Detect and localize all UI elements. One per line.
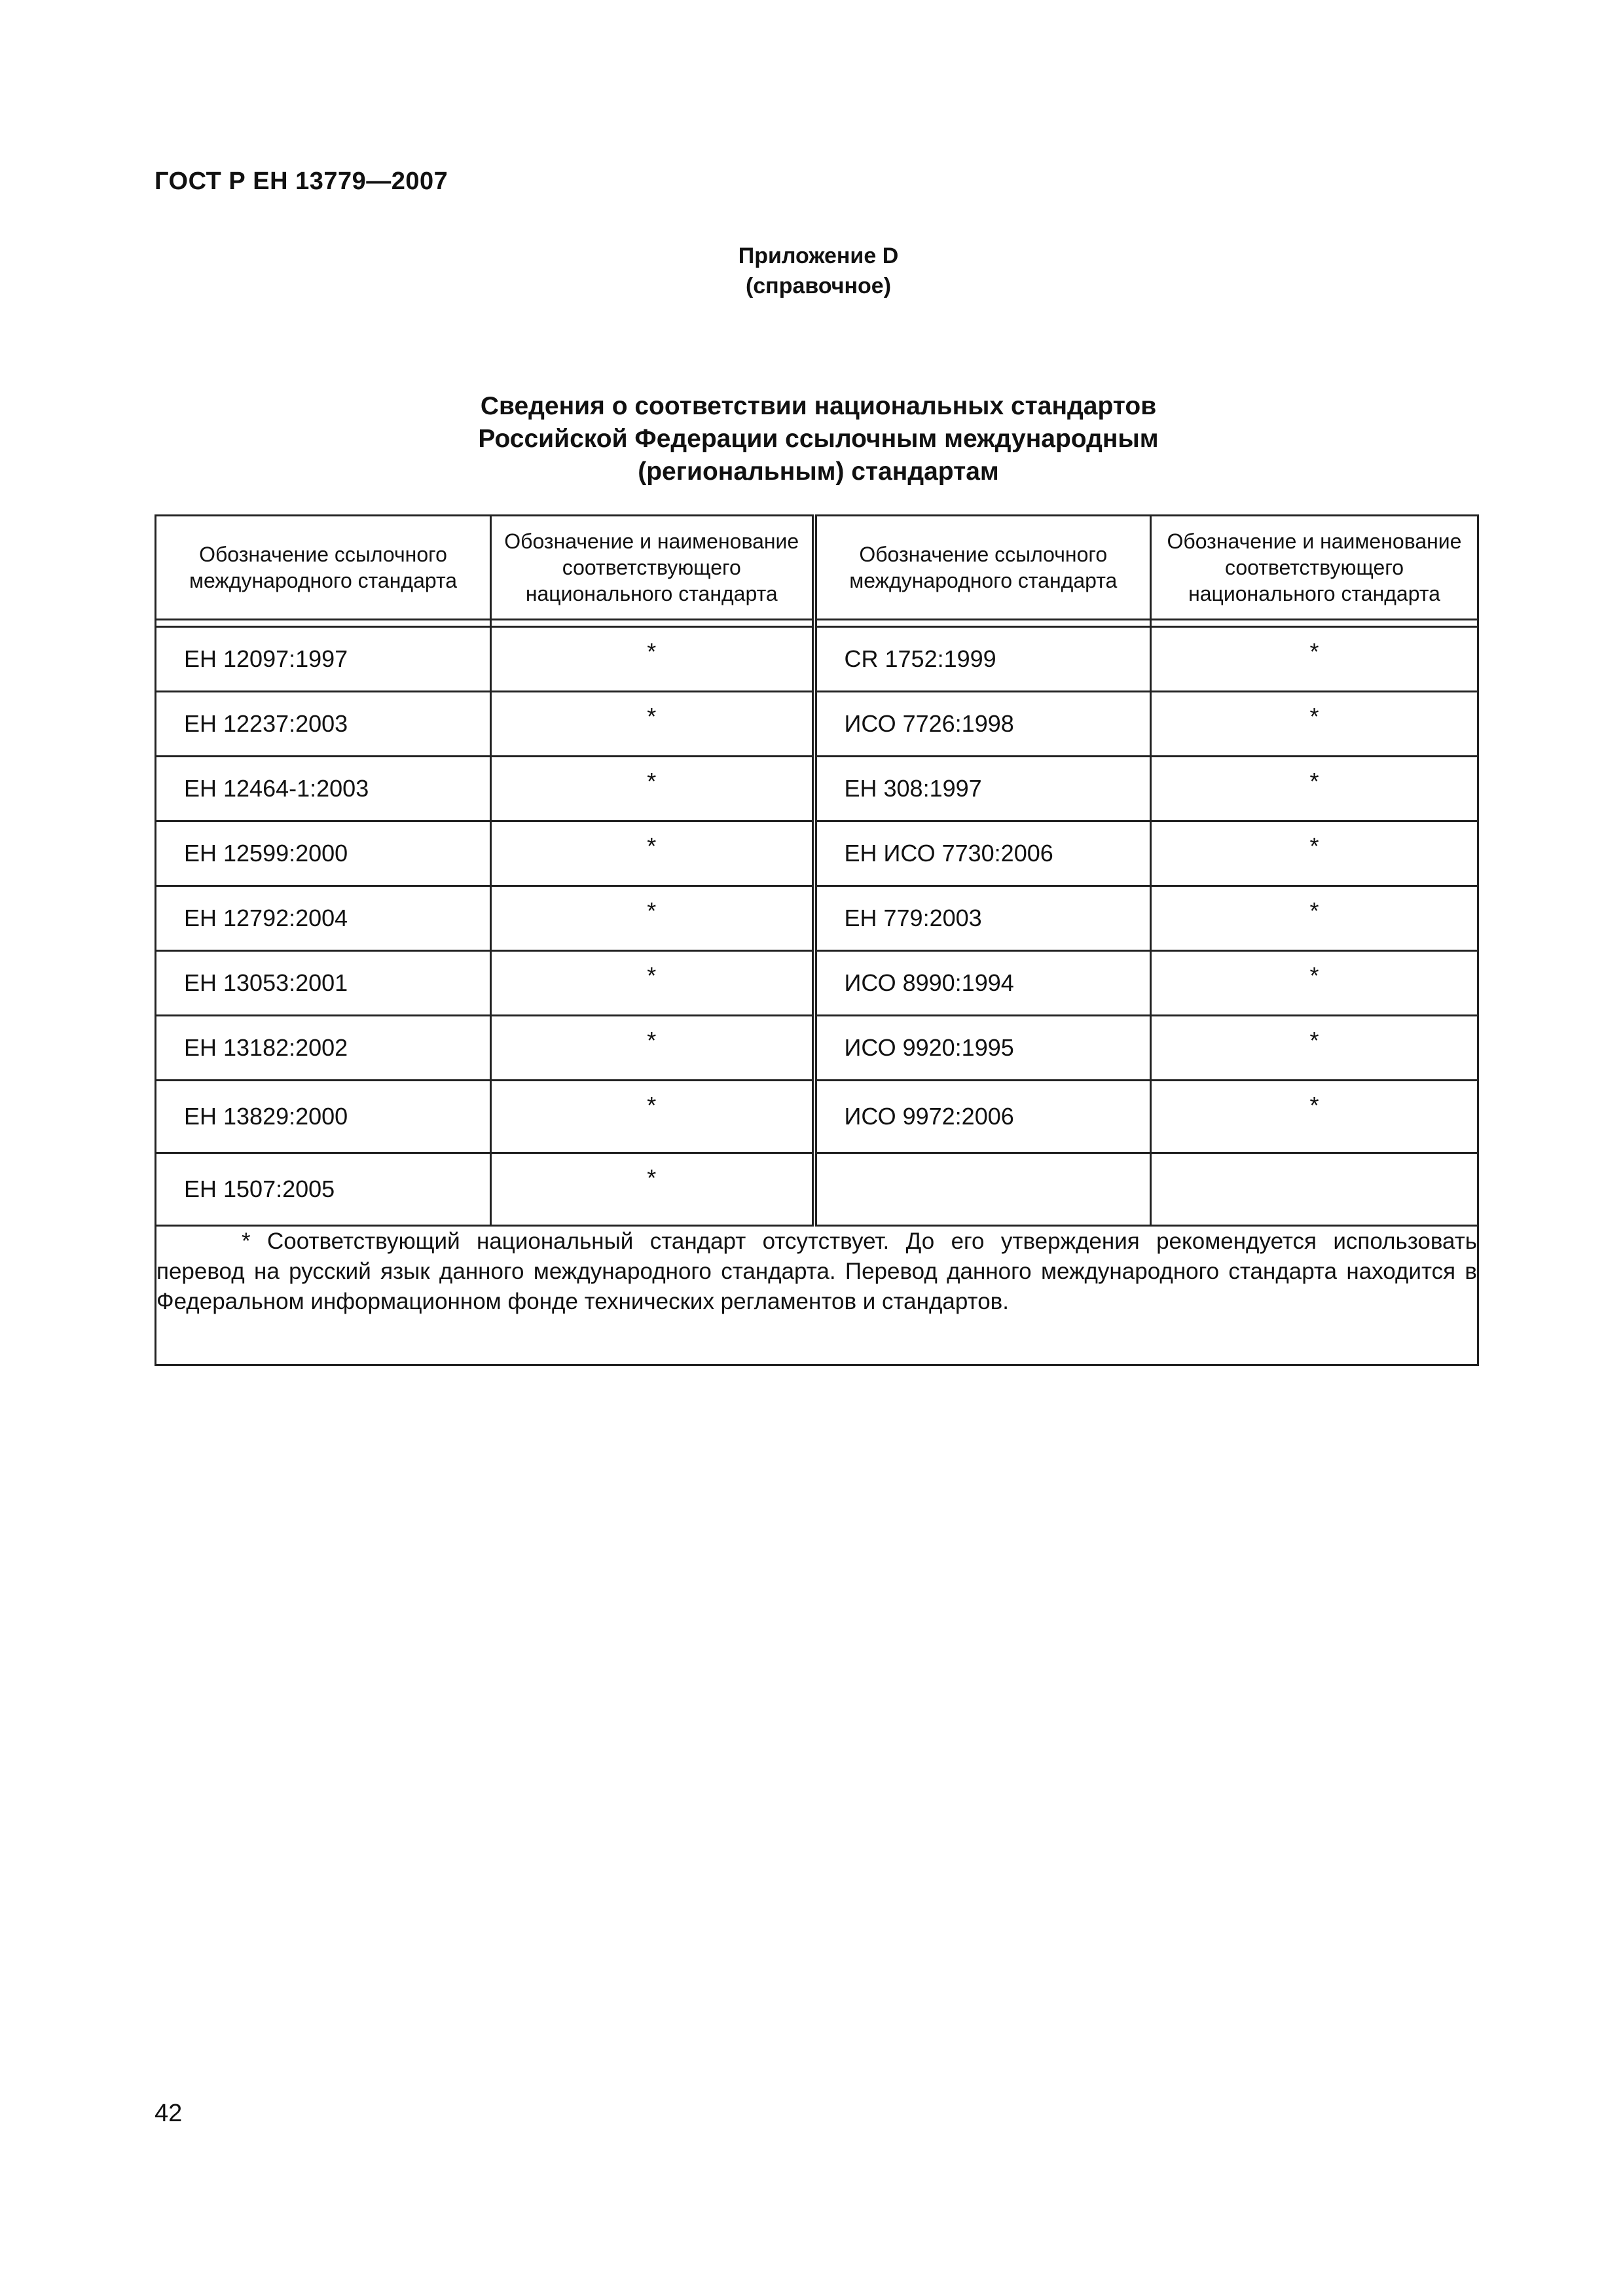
table-cell: ИСО 9972:2006 <box>814 1081 1151 1153</box>
header-separator <box>156 620 1478 627</box>
table-cell: * <box>491 757 814 821</box>
table-header-row <box>156 516 1478 620</box>
table-cell: * <box>1151 1081 1478 1153</box>
table-cell: * <box>491 1153 814 1226</box>
table-cell: ИСО 7726:1998 <box>814 692 1151 757</box>
heading-line: (региональным) стандартам <box>638 457 999 486</box>
table-footnote-row <box>156 1226 1478 1365</box>
heading-line: Сведения о соответствии национальных стандартов <box>480 392 1157 420</box>
table-row <box>156 692 1478 757</box>
table-cell: * <box>491 951 814 1016</box>
table-cell: * <box>1151 951 1478 1016</box>
table-row <box>156 1016 1478 1081</box>
table-cell: ЕН 12792:2004 <box>156 886 491 951</box>
standards-correspondence-table <box>155 514 1479 1366</box>
table-cell: * <box>1151 627 1478 692</box>
table-cell: ЕН 12464-1:2003 <box>156 757 491 821</box>
annex-type: (справочное) <box>745 274 892 298</box>
table-cell: CR 1752:1999 <box>814 627 1151 692</box>
table-cell: ИСО 9920:1995 <box>814 1016 1151 1081</box>
table-cell: * <box>1151 886 1478 951</box>
table-cell: ЕН 13053:2001 <box>156 951 491 1016</box>
table-cell: ЕН 779:2003 <box>814 886 1151 951</box>
table-cell: * <box>491 692 814 757</box>
column-header: Обозначение и наименование соответствующего национального стандарта <box>1151 516 1478 620</box>
table-cell: * <box>491 886 814 951</box>
section-heading <box>393 390 1244 488</box>
table-cell: * <box>491 1081 814 1153</box>
heading-line: Российской Федерации ссылочным международным <box>478 425 1159 453</box>
table-row <box>156 886 1478 951</box>
table-cell: * <box>491 1016 814 1081</box>
column-header: Обозначение ссылочного международного стандарта <box>814 516 1151 620</box>
table-cell: ЕН 12097:1997 <box>156 627 491 692</box>
table-row <box>156 627 1478 692</box>
footnote-cell <box>156 1226 1478 1365</box>
footnote-text: * Соответствующий национальный стандарт отсутствует. До его утверждения рекомендуется использовать перевод на русский язык данного международного стандарта. Перевод данного международного стандарта находится в Федеральном информационном фонде технических регламентов и стандартов. <box>156 1229 1477 1314</box>
table-cell: * <box>1151 692 1478 757</box>
column-header: Обозначение и наименование соответствующего национального стандарта <box>491 516 814 620</box>
page-number: 42 <box>155 2100 183 2127</box>
annex-title: Приложение D <box>738 243 899 268</box>
table-cell: ЕН 13182:2002 <box>156 1016 491 1081</box>
table-cell: * <box>1151 821 1478 886</box>
table-cell: ЕН 13829:2000 <box>156 1081 491 1153</box>
table-cell: ЕН 308:1997 <box>814 757 1151 821</box>
table-cell <box>814 1153 1151 1226</box>
table-cell: ЕН ИСО 7730:2006 <box>814 821 1151 886</box>
table-cell: * <box>491 627 814 692</box>
table-row <box>156 1153 1478 1226</box>
table-cell: ИСО 8990:1994 <box>814 951 1151 1016</box>
table-row <box>156 1081 1478 1153</box>
table-cell: ЕН 1507:2005 <box>156 1153 491 1226</box>
column-header: Обозначение ссылочного международного стандарта <box>156 516 491 620</box>
table-row <box>156 757 1478 821</box>
table-row <box>156 951 1478 1016</box>
table-cell: ЕН 12237:2003 <box>156 692 491 757</box>
table-cell: * <box>1151 757 1478 821</box>
table-cell: * <box>1151 1016 1478 1081</box>
table-cell: * <box>491 821 814 886</box>
table-cell: ЕН 12599:2000 <box>156 821 491 886</box>
document-code: ГОСТ Р ЕН 13779—2007 <box>155 168 448 195</box>
table-row <box>156 821 1478 886</box>
table-cell <box>1151 1153 1478 1226</box>
